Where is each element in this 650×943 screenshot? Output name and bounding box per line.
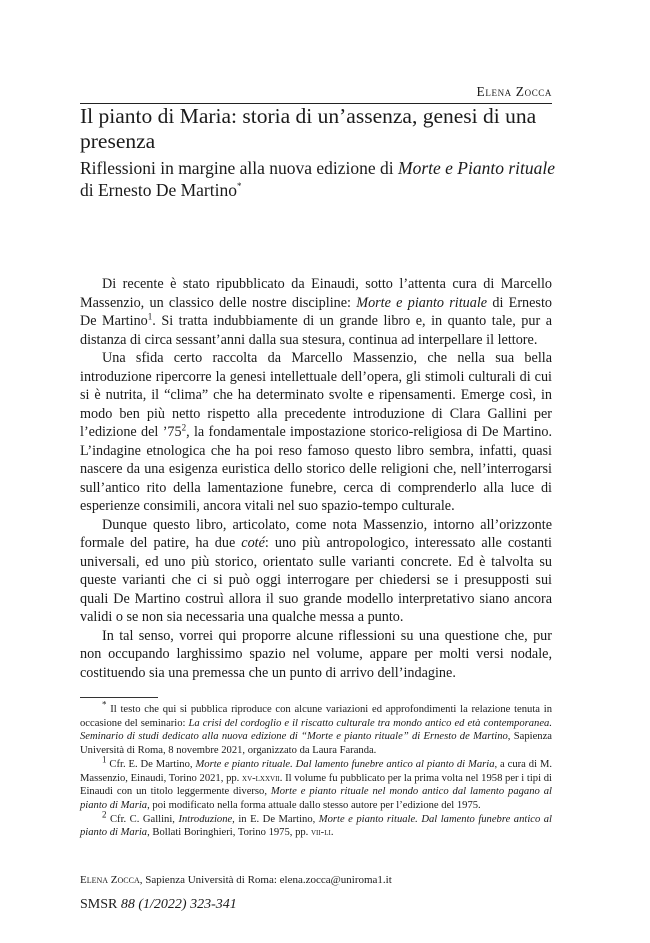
footnote-1-text: Cfr. E. De Martino, (106, 758, 196, 770)
author-affiliation-email: , Sapienza Università di Roma: elena.zocca@uniroma1.it (139, 874, 392, 886)
footnote-2-pages: vii-li (310, 827, 331, 839)
footnote-2-mark: 2 (102, 809, 107, 820)
footnote-ref-2: 2 (181, 422, 187, 433)
footnote-ref-1: 1 (147, 311, 153, 322)
footnote-star-mark: * (102, 699, 107, 710)
footnote-2-text-2: in E. De Martino, (234, 813, 319, 825)
footnote-1-mark: 1 (102, 754, 107, 765)
paragraph-1 (80, 275, 552, 349)
footnote-1-text-3: . Il volume fu pubblicato per la prima volta nel 1958 per i tipi di Einaudi con un titolo leggermente diverso, (80, 772, 552, 798)
journal-volume: 88 (1/2022) 323-341 (120, 897, 237, 912)
footnote-2-text-3: , Bollati Boringhieri, Torino 1975, pp. (147, 827, 311, 839)
p3-text-2: : uno più antropologico, interessato alle costanti universali, ed uno più storico, orientato sulle varianti concrete. Ed è talvolta su queste varianti che ci si può oggi interrogare per chiedersi se i presupposti sui quali De Martino costruì allora il suo grande modello interpretativo siano ancora validi o se non sia necessaria una qualche messa a punto. (80, 535, 552, 625)
footnote-2 (80, 809, 552, 840)
footnote-rule (80, 697, 158, 698)
footnote-star (80, 699, 553, 758)
article-title: Il pianto di Maria: storia di un’assenza, genesi di una presenza (80, 104, 537, 153)
footnote-2-text: Cfr. C. Gallini, (106, 813, 179, 825)
footnote-2-intro-title: Introduzione, (178, 813, 235, 825)
p1-book-title: Morte e pianto rituale (356, 294, 488, 311)
journal-name: SMSR (80, 897, 121, 912)
footnotes (80, 699, 553, 840)
paragraph-2 (80, 349, 552, 516)
p2-text-2: , la fondamentale impostazione storico-religiosa di De Martino. L’indagine etnologica che ha poi reso famoso questo libro sembra, infatti, quasi nascere da una esigenza euristica dello storico delle religioni che, nell’interrogarsi sull’antico rito della lamentazione funebre, cerca di comprenderlo alla luce di esperienze consimili, ancora vitali nel suo spazio-tempo culturale. (80, 424, 552, 514)
p1-text: Di recente è stato ripubblicato da Einaudi, sotto l’attenta cura di Marcello Massenzio, un classico delle nostre discipline: (80, 276, 552, 311)
paragraph-3 (80, 516, 552, 627)
footnote-1-pages: xv-lxxvii (242, 772, 280, 784)
footnote-1-text-2: , a cura di M. Massenzio, Einaudi, Torino 2021, pp. (80, 758, 553, 784)
subtitle-text-end: di Ernesto De Martino (80, 180, 237, 200)
footnote-mark-star: * (236, 181, 242, 192)
p1-text-2: di Ernesto De Martino (80, 294, 552, 329)
author-name: Elena Zocca (80, 874, 140, 886)
footnote-1-text-4: , poi modificato nella forma attuale dallo stesso autore per l’edizione del 1975. (147, 799, 481, 811)
running-head: Elena Zocca (476, 84, 552, 99)
footnote-2-book-title: Morte e pianto rituale. Dal lamento funebre antico al pianto di Maria (80, 813, 552, 839)
journal-citation (80, 897, 237, 913)
footnote-1-original-title: Morte e pianto rituale nel mondo antico dal lamento pagano al pianto di Maria (80, 786, 552, 811)
p3-italic-term: coté (241, 535, 265, 551)
subtitle-text: Riflessioni in margine alla nuova edizione di (80, 158, 399, 178)
footnote-1-book-title: Morte e pianto rituale. Dal lamento funebre antico al pianto di Maria (195, 758, 495, 770)
p1-text-3: . Si tratta indubbiamente di un grande libro e, in quanto tale, pur a distanza di circa sessant’anni dalla sua stesura, continua ad interpellare il lettore. (80, 313, 552, 348)
paragraph-4: In tal senso, vorrei qui proporre alcune riflessioni su una questione che, pur non occupando larghissimo spazio nel volume, appare per molti versi nodale, costituendo sia una premessa che un punto di arrivo dell’indagine. (80, 627, 552, 681)
p3-text: Dunque questo libro, articolato, come nota Massenzio, intorno all’orizzonte formale del patire, ha due (80, 516, 552, 551)
footnote-1 (80, 754, 553, 813)
p2-text: Una sfida certo raccolta da Marcello Massenzio, che nella sua bella introduzione ripercorre la genesi intellettuale dell’opera, gli stimoli culturali di cui si è nutrita, il “clima” che ha determinato svolte e ripensamenti. Emerge così, in modo ben più netto rispetto alla precedente introduzione di Clara Gallini per l’edizione del ’75 (80, 350, 552, 440)
subtitle-book-title: Morte e Pianto rituale (398, 158, 556, 178)
footnote-star-text-2: , Sapienza Università di Roma, 8 novembre 2021, organizzato da Laura Faranda. (80, 731, 552, 757)
body-text (80, 275, 552, 682)
author-affiliation (80, 874, 552, 886)
footnote-2-text-4: . (330, 827, 334, 839)
article-subtitle (80, 157, 560, 201)
footnote-star-seminar-title: La crisi del cordoglio e il riscatto culturale tra mondo antico ed età contemporanea. Seminario di studi dedicato alla nuova edizione di “Morte e pianto rituale” di Ernesto de Martino (80, 717, 553, 743)
footnote-star-text: Il testo che qui si pubblica riproduce con alcune variazioni ed approfondimenti la relazione tenuta in occasione del seminario: (80, 704, 552, 729)
